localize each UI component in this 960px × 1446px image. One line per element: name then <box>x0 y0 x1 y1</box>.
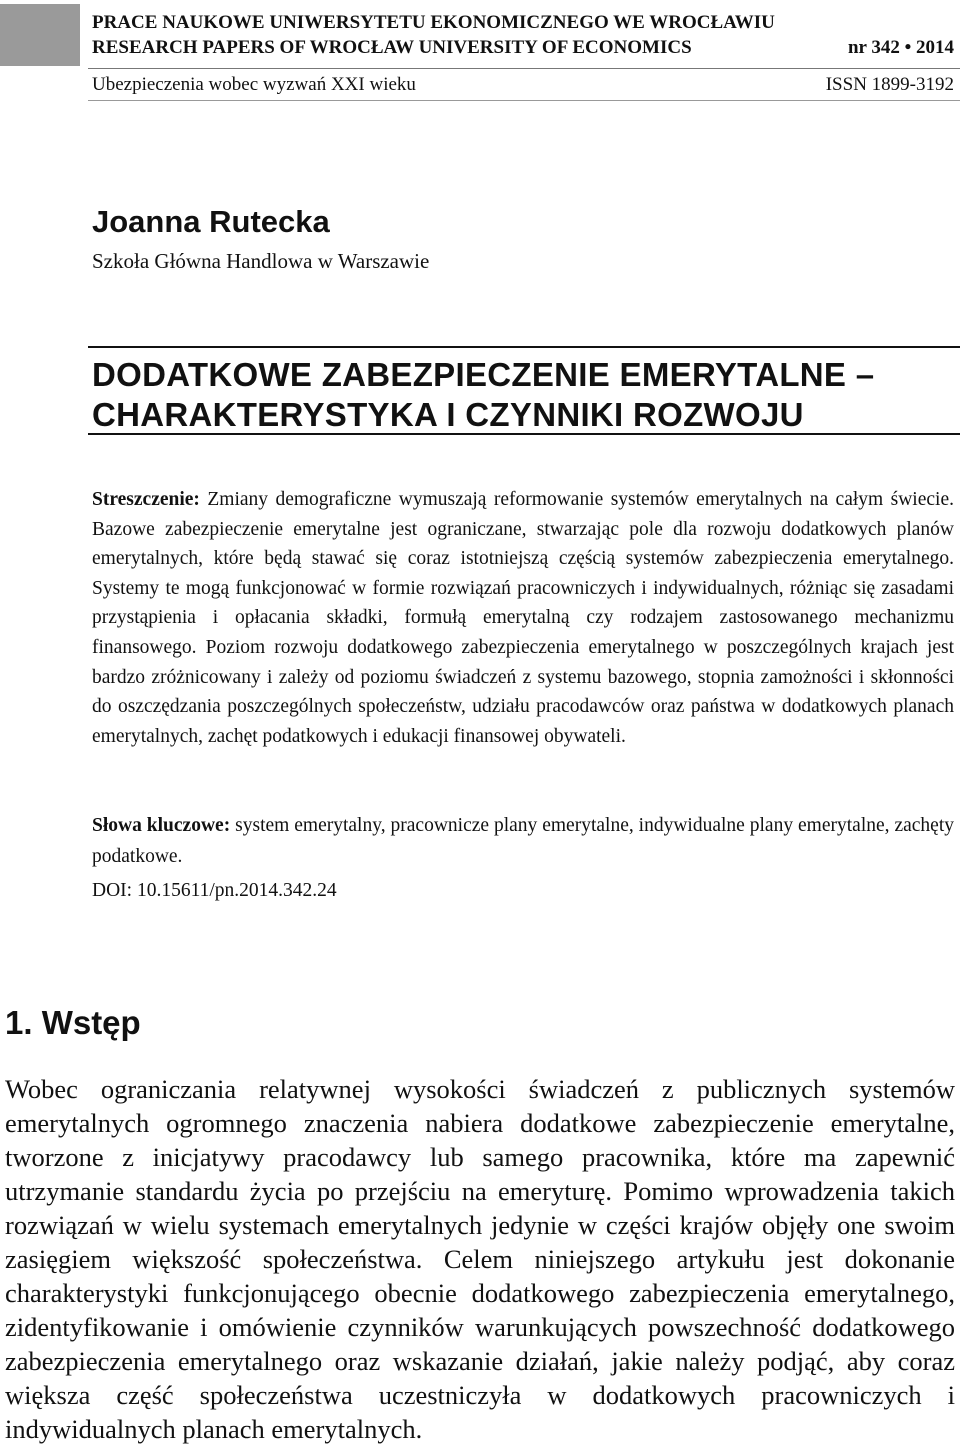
issue-number: nr 342 • 2014 <box>847 37 954 58</box>
author-name: Joanna Rutecka <box>92 204 330 239</box>
header-divider <box>88 68 960 69</box>
title-rule-top <box>88 346 960 348</box>
abstract <box>92 485 954 751</box>
journal-header <box>0 4 960 66</box>
keywords-text: system emerytalny, pracownicze plany emerytalne, indywidualne plany emerytalne, zachęty podatkowe. <box>92 815 954 867</box>
section-heading: 1. Wstęp <box>5 1004 141 1041</box>
article-title <box>92 355 954 435</box>
keywords <box>92 810 954 872</box>
author-affiliation: Szkoła Główna Handlowa w Warszawie <box>92 249 430 273</box>
title-rule-bottom <box>88 433 960 435</box>
header-gray-band <box>0 4 80 66</box>
abstract-label: Streszczenie: <box>92 489 208 510</box>
title-line-1: DODATKOWE ZABEZPIECZENIE EMERYTALNE – <box>92 356 875 393</box>
issn: ISSN 1899-3192 <box>825 74 954 95</box>
journal-name-en: RESEARCH PAPERS OF WROCŁAW UNIVERSITY OF ECONOMICS <box>92 37 692 58</box>
doi: DOI: 10.15611/pn.2014.342.24 <box>92 880 337 901</box>
section-body-text: Wobec ograniczania relatywnej wysokości świadczeń z publicznych systemów emerytalnych ogromnego znaczenia nabiera dodatkowe zabezpieczenie emerytalne, tworzone z inicjatywy pracodawcy lub samego pracownika, które ma zapewnić utrzymanie standardu życia po przejściu na emeryturę. Pomimo wprowadzenia takich rozwiązań w wielu systemach emerytalnych jedynie w części krajów objęły one swoim zasięgiem większość społeczeństwa. Celem niniejszego artykułu jest dokonanie charakterystyki funkcjonującego obecnie dodatkowego zabezpieczenia emerytalnego, zidentyfikowanie i omówienie czynników warunkujących powszechność dodatkowego zabezpieczenia emerytalnego oraz wskazanie działań, jakie należy podjąć, aby coraz większa część społeczeństwa uczestniczyła w dodatkowych pracowniczych i indywidualnych planach emerytalnych. <box>5 1074 955 1444</box>
journal-title-block <box>92 10 954 60</box>
abstract-text: Zmiany demograficzne wymuszają reformowanie systemów emerytalnych na całym świecie. Bazowe zabezpieczenie emerytalne jest ograniczane, stwarzając pole dla rozwoju dodatkowych planów emerytalnych, które będą stawać się coraz istotniejszą częścią systemów zabezpieczenia emerytalnego. Systemy te mogą funkcjonować w formie rozwiązań pracowniczych i indywidualnych, różniąc się zasadami przystąpienia i opłacania składki, formułą emerytalną czy rodzajem zastosowanego mechanizmu finansowego. Poziom rozwoju dodatkowego zabezpieczenia emerytalnego w poszczególnych krajach jest bardzo zróżnicowany i zależy od poziomu świadczeń z systemu bazowego, stopnia zamożności i skłonności do oszczędzania poszczególnych społeczeństw, udziału pracodawców oraz państwa w dodatkowych planach emerytalnych, zachęt podatkowych i edukacji finansowej obywateli. <box>92 489 954 747</box>
keywords-label: Słowa kluczowe: <box>92 815 236 836</box>
title-line-2: CHARAKTERYSTYKA I CZYNNIKI ROZWOJU <box>92 396 804 433</box>
series-line <box>92 74 954 96</box>
series-title: Ubezpieczenia wobec wyzwań XXI wieku <box>92 74 416 95</box>
journal-name-pl: PRACE NAUKOWE UNIWERSYTETU EKONOMICZNEGO WE WROCŁAWIU <box>92 12 775 33</box>
series-divider <box>88 100 960 101</box>
journal-name-en-line <box>92 35 954 60</box>
